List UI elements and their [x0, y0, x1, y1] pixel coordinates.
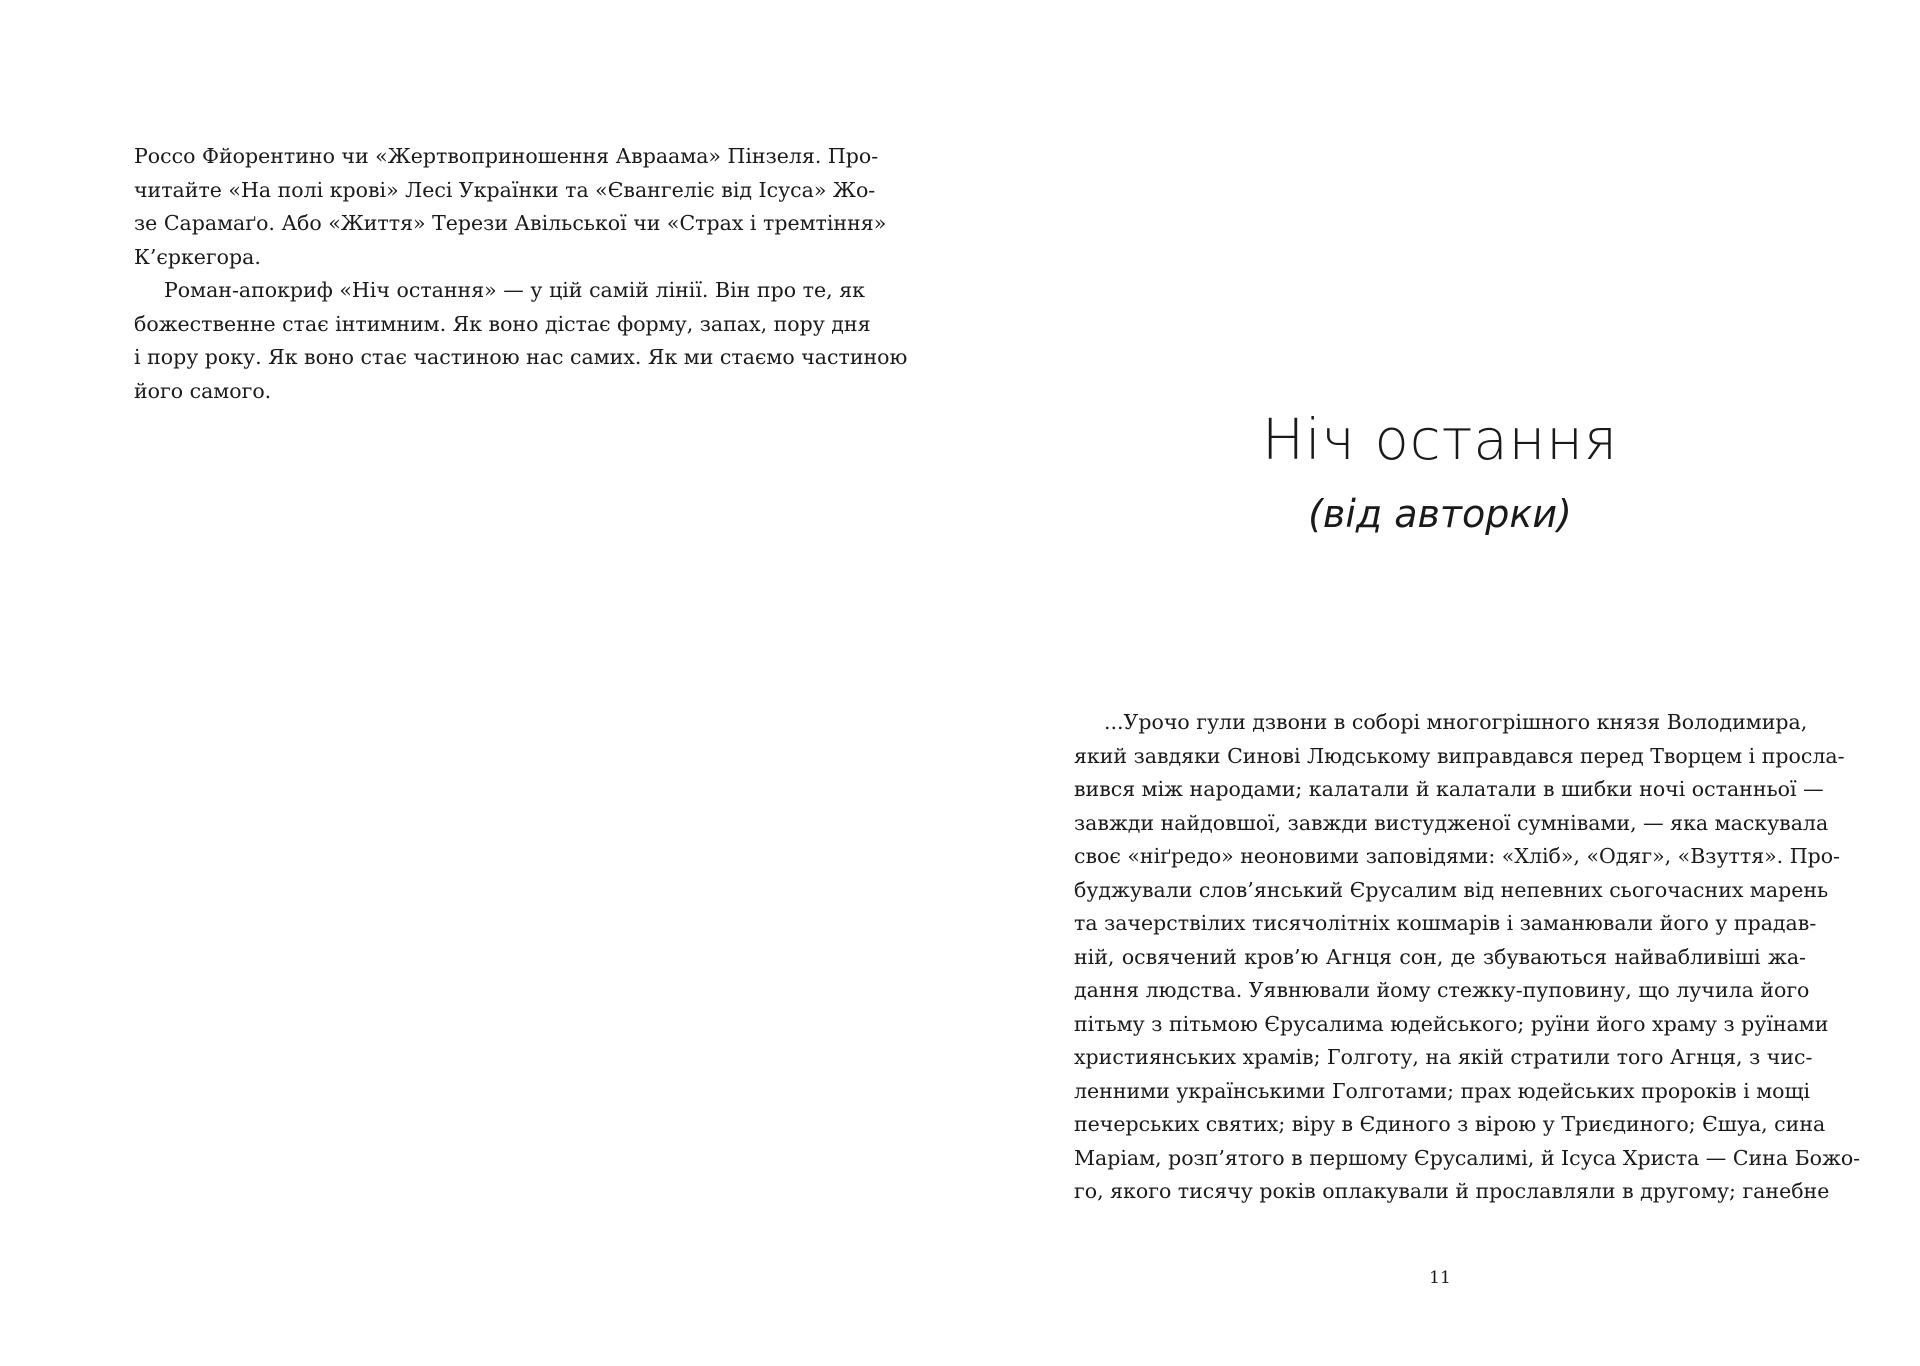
text-line: та зачерствілих тисячолітніх кошмарів і заманювали його у прадав- — [1074, 911, 1817, 935]
right-paragraph — [1074, 706, 1861, 1209]
text-line: його самого. — [134, 378, 272, 403]
text-line: завжди найдовшої, завжди вистудженої сумнівами, — яка маскувала — [1074, 810, 1829, 835]
right-page-text — [1074, 706, 1861, 1209]
text-line: пітьму з пітьмою Єрусалима юдейського; руїни його храму з руїнами — [1074, 1011, 1829, 1036]
left-page-text — [134, 140, 908, 408]
text-line: божественне стає інтимним. Як воно дістає форму, запах, пору дня — [134, 311, 871, 336]
text-line: який завдяки Синові Людському виправдався перед Творцем і просла- — [1074, 743, 1845, 768]
text-line: Маріам, розп’ятого в першому Єрусалимі, й Ісуса Христа — Сина Божо- — [1074, 1145, 1861, 1170]
chapter-title: Ніч остання — [1261, 408, 1619, 473]
text-line: вився між народами; калатали й калатали в шибки ночі останньої — — [1074, 777, 1824, 801]
text-line: К’єркегора. — [134, 244, 261, 269]
text-line: буджували слов’янський Єрусалим від непевних сьогочасних марень — [1074, 877, 1829, 902]
text-line: го, якого тисячу років оплакували й прославляли в другому; ганебне — [1074, 1179, 1830, 1203]
text-line: і пору року. Як воно стає частиною нас самих. Як ми стаємо частиною — [134, 345, 908, 369]
left-paragraph-2 — [134, 274, 908, 408]
left-paragraph-1 — [134, 140, 887, 274]
text-line: християнських храмів; Голготу, на якій стратили того Агнця, з чис- — [1074, 1045, 1813, 1069]
text-line: зе Сарамаґо. Або «Життя» Терези Авільської чи «Страх і тремтіння» — [134, 211, 887, 235]
page-number: 11 — [1429, 1268, 1451, 1288]
text-line: Россо Фйорентино чи «Жертвоприношення Авраама» Пінзеля. Про- — [134, 144, 879, 168]
text-line: печерських святих; віру в Єдиного з вірою у Триєдиного; Єшуа, сина — [1074, 1112, 1826, 1136]
text-line: ленними українськими Голготами; прах юдейських пророків і мощі — [1074, 1078, 1811, 1103]
text-line: своє «ніґредо» неоновими заповідями: «Хліб», «Одяг», «Взуття». Про- — [1074, 844, 1840, 868]
right-page — [960, 0, 1920, 1366]
chapter-subtitle: (від авторки) — [1308, 492, 1572, 536]
text-line: дання людства. Уявнювали йому стежку-пуповину, що лучила його — [1074, 978, 1810, 1002]
text-line: Роман-апокриф «Ніч остання» — у цій самій лінії. Він про те, як — [164, 278, 865, 302]
text-line: ...Урочо гули дзвони в соборі многогрішного князя Володимира, — [1104, 710, 1808, 734]
text-line: читайте «На полі крові» Лесі Українки та «Євангеліє від Ісуса» Жо- — [134, 177, 876, 202]
text-line: ній, освячений кров’ю Агнця сон, де збуваються найвабливіші жа- — [1074, 944, 1806, 969]
